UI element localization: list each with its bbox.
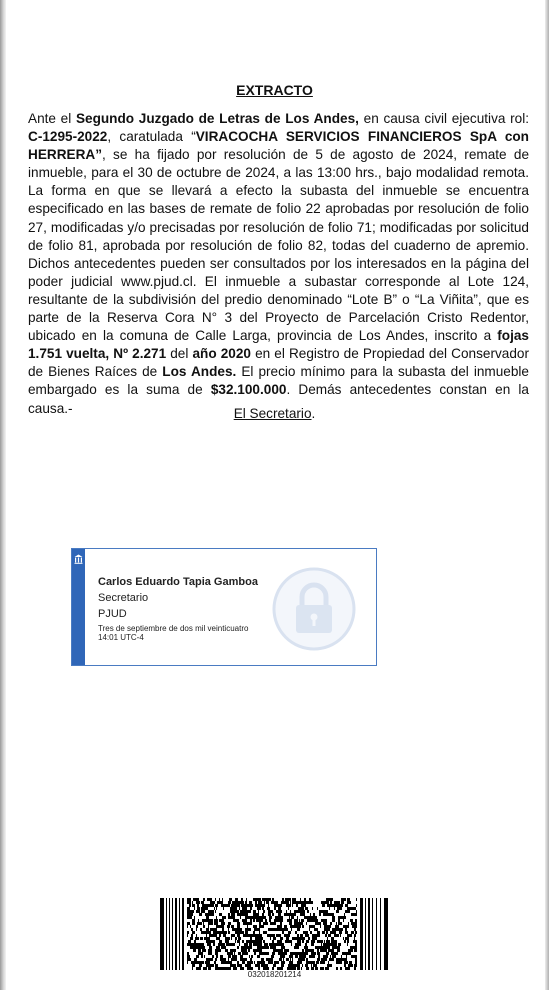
page-edge-left [0,0,6,990]
secretary-label: El Secretario [233,406,312,421]
case-rol: C-1295-2022 [28,129,108,145]
body-text-2: en causa civil ejecutiva rol: [358,111,530,126]
page-edge-right [545,0,549,990]
barcode-number: 032018201214 [247,970,302,979]
secretary-period: . [311,406,316,421]
body-text-4: , se ha fijado por resolución de 5 de agosto de 2024, remate de inmueble, para el 30 de octubre de 2024, a las 13:00 hrs., bajo modalidad remota. La forma en que se llevará a efecto la subasta del inmueble se encuentra especificado en las bases de remate de folio 22 aprobadas por resolución de folio 27, modificadas y/o precisadas por resolución de folio 71; modificadas por solicitud de folio 81, aprobada por resolución de folio 82, todas del cuaderno de apremio. Dichos antecedentes pueden ser consultados por los interesados en la página del poder judicial www.pjud.cl. El inmueble a subastar corresponde al Lote 124, resultante de la subdivisión del predio denominado “Lote B” o “La Viñita”, que es parte de la Reserva Cora N° 3 del Proyecto de Parcelación Cristo Redentor, ubicado en la comuna de Calle Larga, provincia de Los Andes, inscrito a [28,147,529,344]
extract-body [28,110,529,418]
body-text-5: del [166,346,193,362]
signature-date: Tres de septiembre de dos mil veinticuatro [98,624,249,633]
barcode [160,898,388,970]
signature-timestamp [98,624,298,642]
registry-location: Los Andes. [162,364,237,380]
body-text-8: . Demás antecedentes constan en la causa.- [28,382,529,416]
signature-time: 14:01 UTC-4 [98,633,144,642]
registry-year: año 2020 [192,346,251,362]
signer-name: Carlos Eduardo Tapia Gamboa [98,576,258,588]
case-caratula: VIRACOCHA SERVICIOS FINANCIEROS SpA con HERRERA” [28,129,529,163]
fojas-number: fojas 1.751 vuelta, Nº 2.271 [28,328,529,362]
electronic-signature-box [71,548,377,666]
signature-side-bar [72,549,85,665]
signer-organization: PJUD [98,608,127,620]
court-name: Segundo Juzgado de Letras de Los Andes, [75,111,359,126]
body-text-7: El precio mínimo para la subasta del inmueble embargado es la suma de [28,364,529,398]
body-text-1: Ante el [28,111,76,126]
minimum-price: $32.100.000 [210,382,287,398]
courthouse-icon [74,554,83,564]
body-text-6: en el Registro de Propiedad del Conservador de Bienes Raíces de [28,346,529,380]
body-text-3: , caratulada “ [107,129,196,145]
signer-role: Secretario [98,592,149,604]
secretary-line [0,406,549,421]
document-title: EXTRACTO [236,82,313,98]
